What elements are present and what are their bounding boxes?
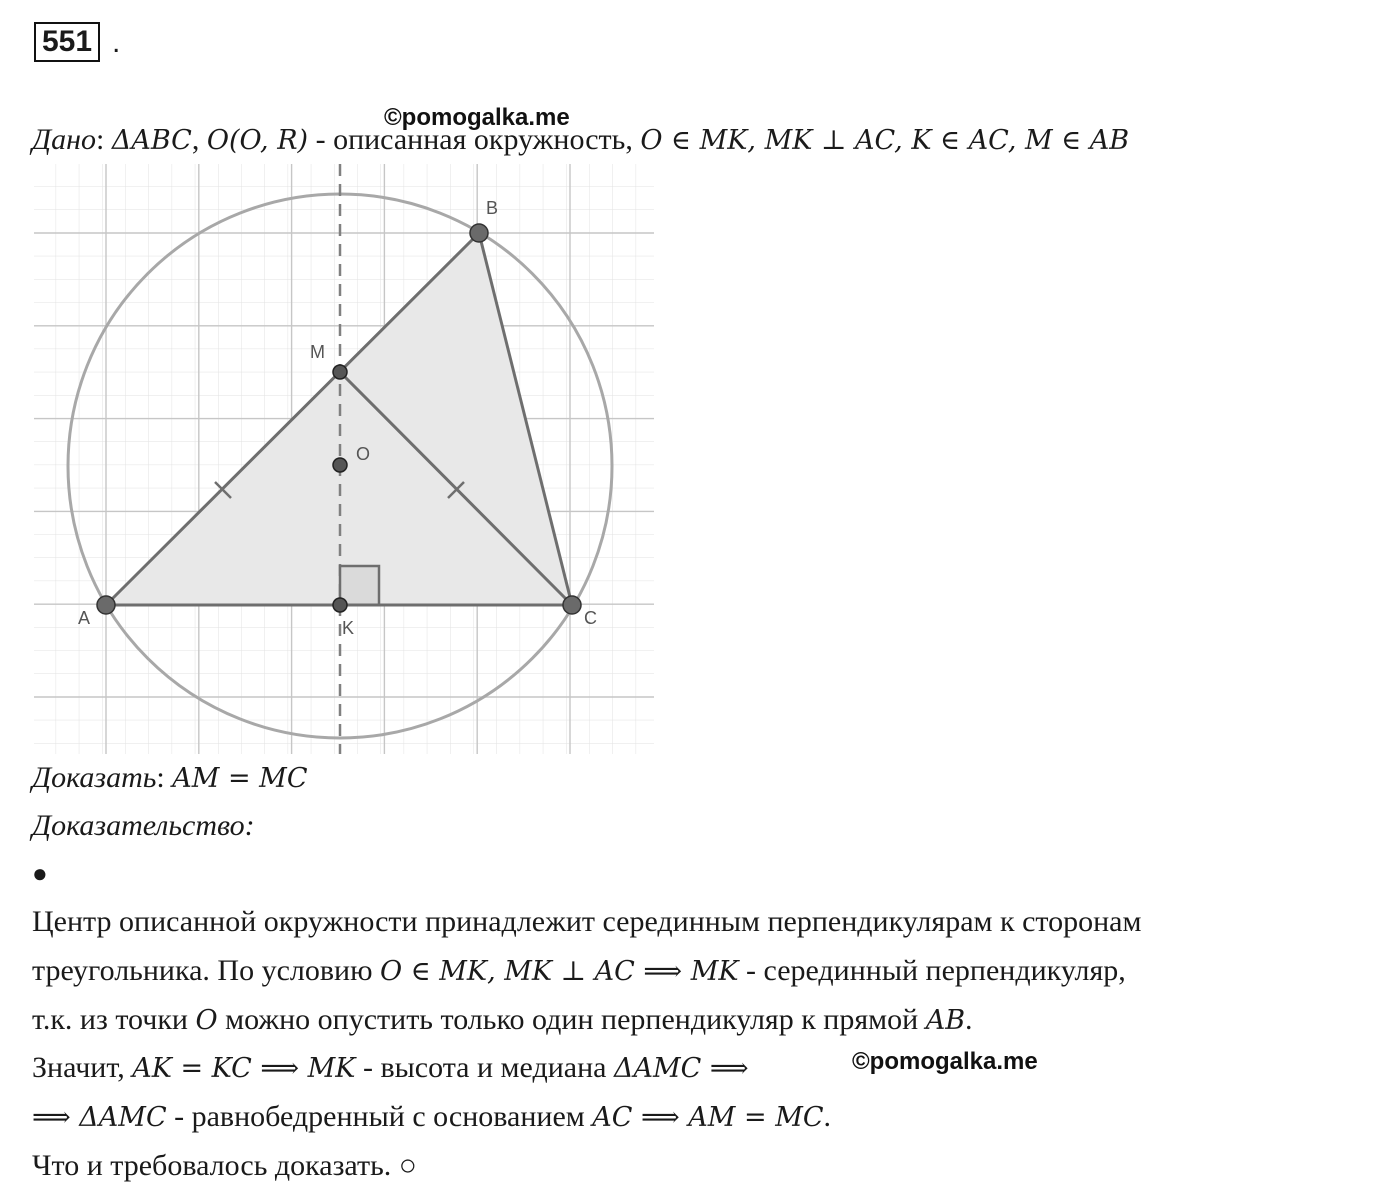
label-k: K bbox=[342, 618, 355, 638]
label-o: O bbox=[356, 444, 371, 464]
given-triangle: ΔABC bbox=[111, 125, 192, 156]
proof-line-3 bbox=[32, 1002, 973, 1039]
proof-line-3-math2: AB bbox=[925, 1005, 966, 1036]
proof-line-4-arrow: ⟹ bbox=[251, 1053, 308, 1084]
proof-line-4-math1: AK = KC bbox=[132, 1053, 252, 1084]
proof-line-1: Центр описанной окружности принадлежит серединным перпендикулярам к сторонам bbox=[32, 905, 1142, 938]
given-line: Дано: ΔABC, O(O, R) - описанная окружность, O ∈ MK, MK ⊥ AC, K ∈ AC, M ∈ AB bbox=[32, 123, 1130, 156]
proof-line-4-text: Значит, bbox=[32, 1051, 133, 1084]
proof-line-2-text: треугольника. По условию bbox=[32, 954, 380, 987]
proof-line-3-text: т.к. из точки bbox=[32, 1003, 196, 1036]
problem-number-dot: . bbox=[112, 26, 121, 59]
label-b: B bbox=[486, 198, 499, 218]
proof-line-3-end: . bbox=[965, 1003, 973, 1036]
point-a bbox=[97, 596, 115, 614]
proof-line-2-math2: MK bbox=[690, 956, 739, 987]
point-o bbox=[333, 458, 347, 472]
given-circle: O(O, R) bbox=[206, 125, 309, 156]
proof-line-2-math1: O ∈ MK, MK ⊥ AC bbox=[380, 956, 635, 987]
proof-line-5-mid: - равнобедренный с основанием bbox=[166, 1100, 593, 1133]
watermark-bottom: ©pomogalka.me bbox=[852, 1048, 1038, 1075]
proof-line-4-mid: - высота и медиана bbox=[355, 1051, 614, 1084]
point-m bbox=[333, 365, 347, 379]
proof-line-5-arrow: ⟹ bbox=[32, 1102, 80, 1133]
point-b bbox=[470, 224, 488, 242]
label-c: C bbox=[584, 608, 597, 628]
proof-line-3-math1: O bbox=[195, 1005, 218, 1036]
proof-line-4-math2: MK bbox=[307, 1053, 356, 1084]
label-m: M bbox=[310, 342, 325, 362]
label-a: A bbox=[78, 608, 91, 628]
proof-line-4 bbox=[32, 1050, 749, 1087]
proof-label: Доказательство bbox=[32, 809, 245, 842]
point-c bbox=[563, 596, 581, 614]
bullet: ● bbox=[32, 859, 48, 888]
right-angle-mark bbox=[340, 566, 379, 605]
point-k bbox=[333, 598, 347, 612]
proof-line-5-end: . bbox=[823, 1100, 832, 1133]
problem-number: 551 bbox=[34, 22, 100, 62]
prove-line: Доказать: AM = MC bbox=[32, 761, 308, 794]
proof-line-5-math2: AC bbox=[592, 1102, 633, 1133]
proof-line-2-arrow: ⟹ bbox=[634, 956, 691, 987]
proof-line-4-math3: ΔAMC bbox=[613, 1053, 702, 1084]
prove-label: Доказать bbox=[32, 761, 157, 794]
proof-line-5-arrow2: ⟹ bbox=[632, 1102, 689, 1133]
proof-line-5 bbox=[32, 1099, 831, 1136]
watermark-top: ©pomogalka.me bbox=[384, 104, 570, 131]
given-label: Дано bbox=[32, 123, 96, 156]
proof-line-5-math1: ΔAMC bbox=[79, 1102, 167, 1133]
proof-line-3-mid: можно опустить только один перпендикуляр к прямой bbox=[217, 1003, 926, 1036]
prove-statement: AM = MC bbox=[172, 763, 308, 794]
proof-line-4-arrow2: ⟹ bbox=[701, 1053, 749, 1084]
proof-line-5-math3: AM = MC bbox=[688, 1102, 824, 1133]
proof-line-2-tail: - серединный перпендикуляр, bbox=[738, 954, 1126, 987]
geometry-figure bbox=[34, 164, 654, 754]
given-text: - описанная окружность, bbox=[308, 123, 641, 156]
proof-heading: Доказательство: bbox=[32, 809, 255, 842]
given-conditions: O ∈ MK, MK ⊥ AC, K ∈ AC, M ∈ AB bbox=[640, 125, 1130, 156]
proof-line-2 bbox=[32, 953, 1126, 990]
proof-line-6: Что и требовалось доказать. ○ bbox=[32, 1149, 417, 1182]
